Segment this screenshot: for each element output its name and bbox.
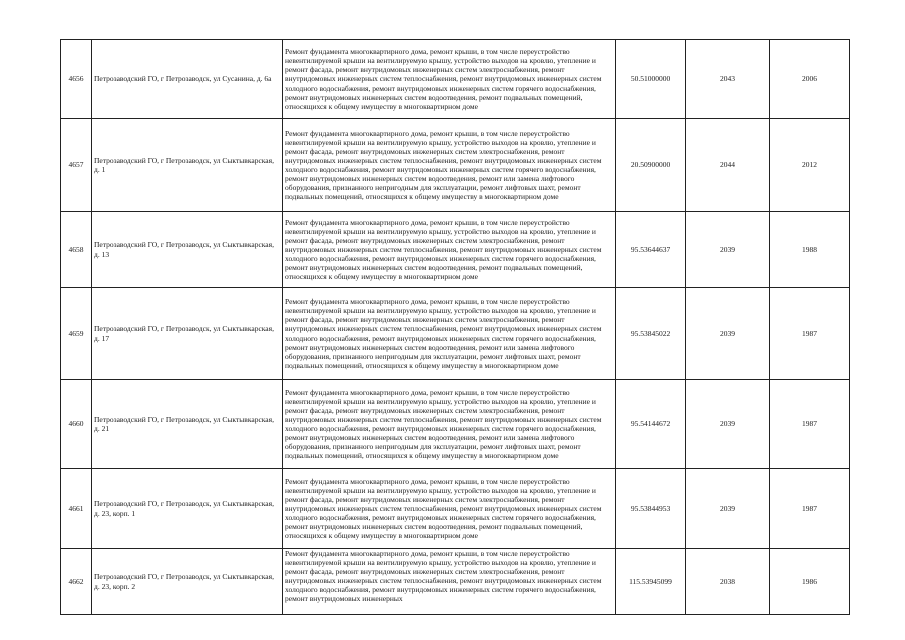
build-year: 1987 (770, 380, 850, 469)
table-row (61, 549, 850, 615)
build-year: 1987 (770, 469, 850, 549)
row-number: 4658 (61, 212, 92, 288)
row-number: 4659 (61, 288, 92, 380)
planned-year: 2039 (686, 469, 770, 549)
table-row (61, 212, 850, 288)
row-number: 4662 (61, 549, 92, 615)
repair-works-list: Ремонт фундамента многоквартирного дома, ремонт крыши, в том числе переустройство невентилируемой крыши на вентилируемую крышу, устройство выходов на кровлю, утепление и ремонт фасада, ремонт внутридомовых инженерных систем электроснабжения, ремонт внутридомовых инженерных систем теплоснабжения, ремонт внутридомовых инженерных систем холодного водоснабжения, ремонт внутридомовых инженерных систем горячего водоснабжения, ремонт внутридомовых инженерных систем водоотведения, ремонт подвальных помещений, относящихся к общему имуществу в многоквартирном доме (283, 40, 616, 119)
building-address: Петрозаводский ГО, г Петрозаводск, ул Сыктывкарская, д. 23, корп. 1 (92, 469, 283, 549)
building-address: Петрозаводский ГО, г Петрозаводск, ул Сыктывкарская, д. 23, корп. 2 (92, 549, 283, 615)
table-row (61, 40, 850, 119)
building-address: Петрозаводский ГО, г Петрозаводск, ул Сыктывкарская, д. 21 (92, 380, 283, 469)
build-year: 1986 (770, 549, 850, 615)
repair-works-list: Ремонт фундамента многоквартирного дома, ремонт крыши, в том числе переустройство невентилируемой крыши на вентилируемую крышу, устройство выходов на кровлю, утепление и ремонт фасада, ремонт внутридомовых инженерных систем электроснабжения, ремонт внутридомовых инженерных систем теплоснабжения, ремонт внутридомовых инженерных систем холодного водоснабжения, ремонт внутридомовых инженерных систем горячего водоснабжения, ремонт внутридомовых инженерных (285, 549, 602, 604)
planned-year: 2038 (686, 549, 770, 615)
repair-works-cell (283, 549, 616, 615)
row-number: 4661 (61, 469, 92, 549)
build-year: 2006 (770, 40, 850, 119)
area-value: 115.53945099 (616, 549, 686, 615)
build-year: 2012 (770, 119, 850, 212)
row-number: 4660 (61, 380, 92, 469)
planned-year: 2039 (686, 380, 770, 469)
row-number: 4656 (61, 40, 92, 119)
area-value: 95.53844953 (616, 469, 686, 549)
planned-year: 2043 (686, 40, 770, 119)
row-number: 4657 (61, 119, 92, 212)
repair-works-list: Ремонт фундамента многоквартирного дома, ремонт крыши, в том числе переустройство невентилируемой крыши на вентилируемую крышу, устройство выходов на кровлю, утепление и ремонт фасада, ремонт внутридомовых инженерных систем электроснабжения, ремонт внутридомовых инженерных систем теплоснабжения, ремонт внутридомовых инженерных систем холодного водоснабжения, ремонт внутридомовых инженерных систем горячего водоснабжения, ремонт внутридомовых инженерных систем водоотведения, ремонт подвальных помещений, относящихся к общему имуществу в многоквартирном доме (283, 212, 616, 288)
building-address: Петрозаводский ГО, г Петрозаводск, ул Сусанина, д. 6а (92, 40, 283, 119)
area-value: 95.53644637 (616, 212, 686, 288)
build-year: 1987 (770, 288, 850, 380)
planned-year: 2044 (686, 119, 770, 212)
area-value: 20.50900000 (616, 119, 686, 212)
housing-registry-table (60, 39, 850, 615)
building-address: Петрозаводский ГО, г Петрозаводск, ул Сыктывкарская, д. 1 (92, 119, 283, 212)
planned-year: 2039 (686, 212, 770, 288)
area-value: 50.51000000 (616, 40, 686, 119)
area-value: 95.54144672 (616, 380, 686, 469)
table-row (61, 288, 850, 380)
building-address: Петрозаводский ГО, г Петрозаводск, ул Сыктывкарская, д. 17 (92, 288, 283, 380)
repair-works-list: Ремонт фундамента многоквартирного дома, ремонт крыши, в том числе переустройство невентилируемой крыши на вентилируемую крышу, устройство выходов на кровлю, утепление и ремонт фасада, ремонт внутридомовых инженерных систем электроснабжения, ремонт внутридомовых инженерных систем теплоснабжения, ремонт внутридомовых инженерных систем холодного водоснабжения, ремонт внутридомовых инженерных систем горячего водоснабжения, ремонт внутридомовых инженерных систем водоотведения, ремонт подвальных помещений, относящихся к общему имуществу в многоквартирном доме (283, 469, 616, 549)
build-year: 1988 (770, 212, 850, 288)
repair-works-list: Ремонт фундамента многоквартирного дома, ремонт крыши, в том числе переустройство невентилируемой крыши на вентилируемую крышу, устройство выходов на кровлю, утепление и ремонт фасада, ремонт внутридомовых инженерных систем электроснабжения, ремонт внутридомовых инженерных систем теплоснабжения, ремонт внутридомовых инженерных систем холодного водоснабжения, ремонт внутридомовых инженерных систем горячего водоснабжения, ремонт внутридомовых инженерных систем водоотведения, ремонт или замена лифтового оборудования, признанного непригодным для эксплуатации, ремонт лифтовых шахт, ремонт подвальных помещений, относящихся к общему имуществу в многоквартирном доме (283, 288, 616, 380)
planned-year: 2039 (686, 288, 770, 380)
table-row (61, 119, 850, 212)
repair-works-list: Ремонт фундамента многоквартирного дома, ремонт крыши, в том числе переустройство невентилируемой крыши на вентилируемую крышу, устройство выходов на кровлю, утепление и ремонт фасада, ремонт внутридомовых инженерных систем электроснабжения, ремонт внутридомовых инженерных систем теплоснабжения, ремонт внутридомовых инженерных систем холодного водоснабжения, ремонт внутридомовых инженерных систем горячего водоснабжения, ремонт внутридомовых инженерных систем водоотведения, ремонт или замена лифтового оборудования, признанного непригодным для эксплуатации, ремонт лифтовых шахт, ремонт подвальных помещений, относящихся к общему имуществу в многоквартирном доме (283, 380, 616, 469)
area-value: 95.53845022 (616, 288, 686, 380)
table-row (61, 380, 850, 469)
building-address: Петрозаводский ГО, г Петрозаводск, ул Сыктывкарская, д. 13 (92, 212, 283, 288)
repair-works-list: Ремонт фундамента многоквартирного дома, ремонт крыши, в том числе переустройство невентилируемой крыши на вентилируемую крышу, устройство выходов на кровлю, утепление и ремонт фасада, ремонт внутридомовых инженерных систем электроснабжения, ремонт внутридомовых инженерных систем теплоснабжения, ремонт внутридомовых инженерных систем холодного водоснабжения, ремонт внутридомовых инженерных систем горячего водоснабжения, ремонт внутридомовых инженерных систем водоотведения, ремонт или замена лифтового оборудования, признанного непригодным для эксплуатации, ремонт лифтовых шахт, ремонт подвальных помещений, относящихся к общему имуществу в многоквартирном доме (283, 119, 616, 212)
table-row (61, 469, 850, 549)
